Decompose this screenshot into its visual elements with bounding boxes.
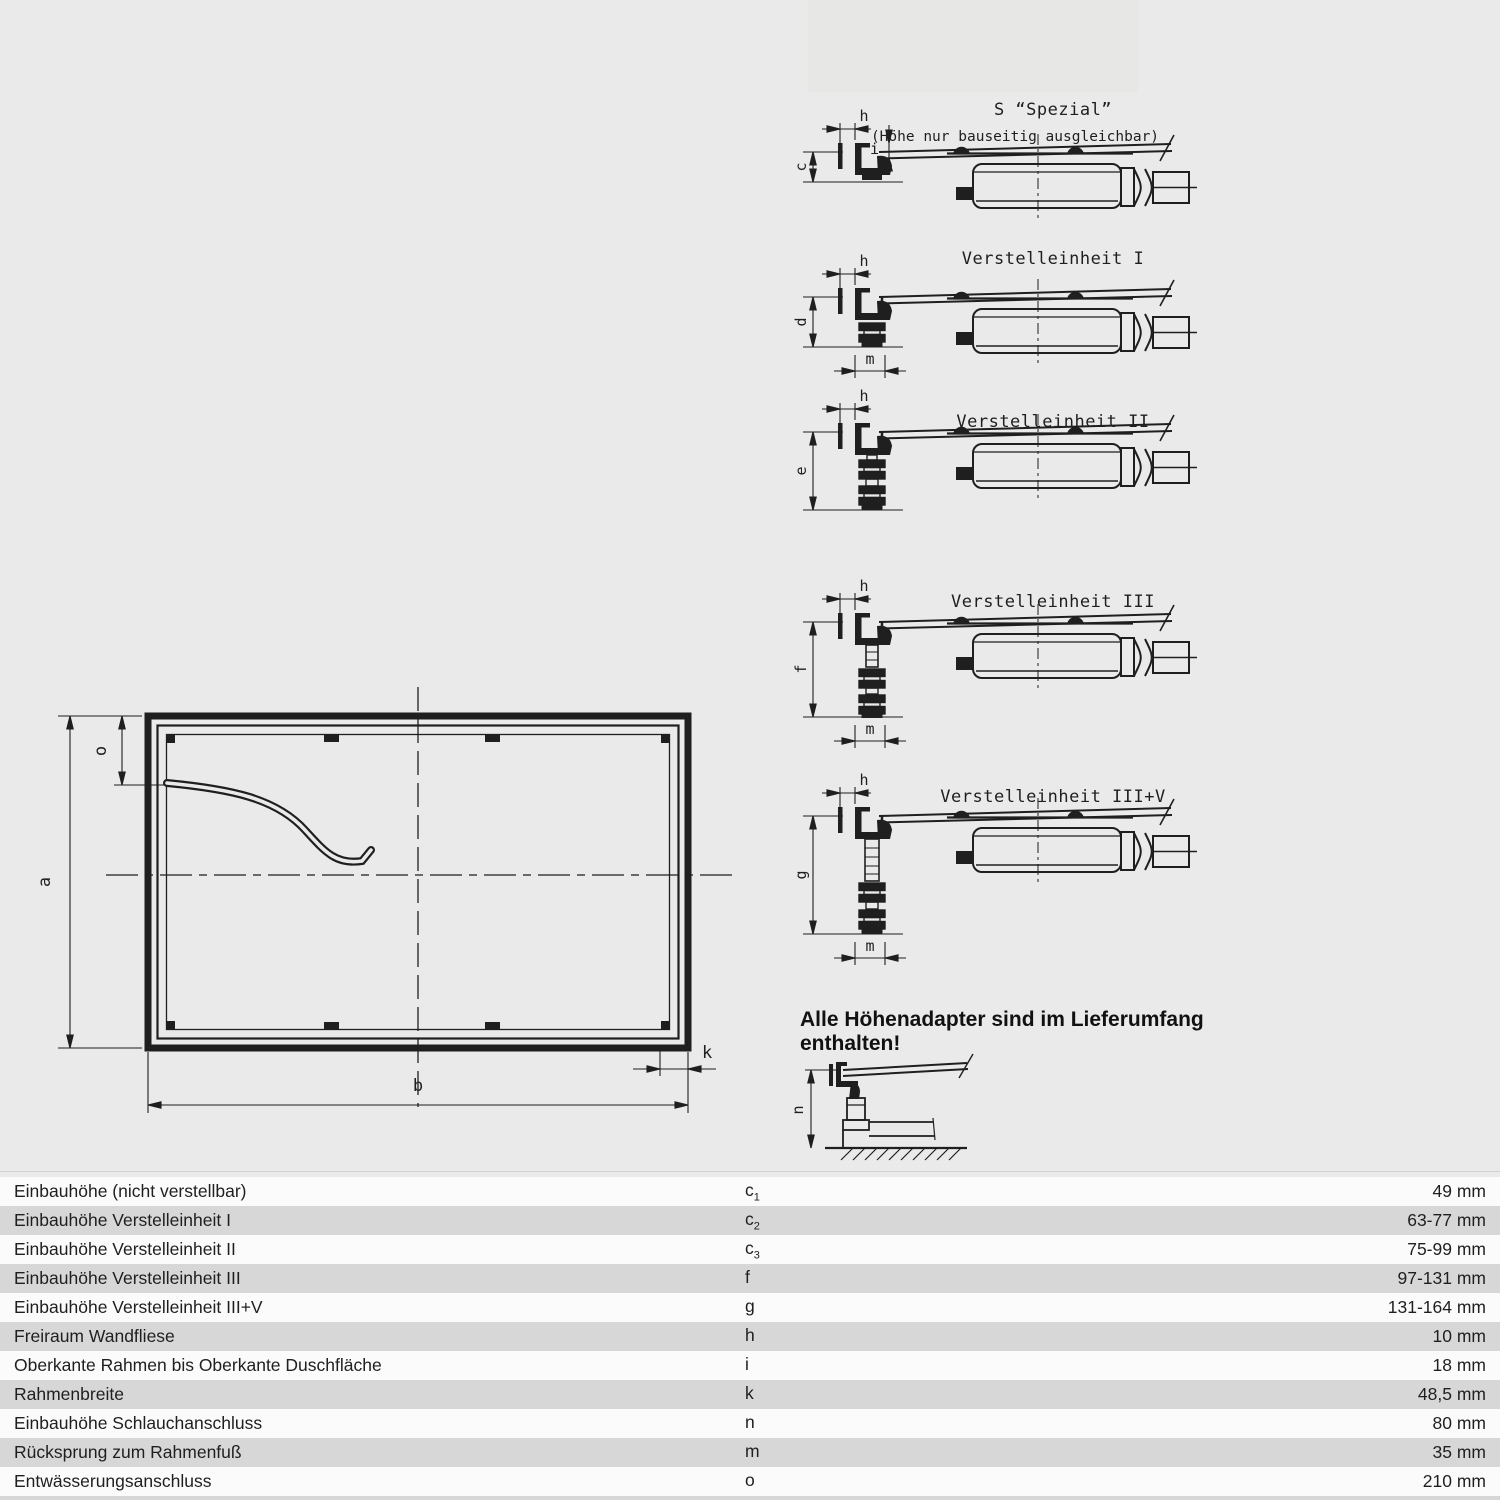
table-row xyxy=(0,1206,1500,1235)
table-row xyxy=(0,1438,1500,1467)
spec-value: 35 mm xyxy=(1432,1442,1486,1462)
spec-label: Freiraum Wandfliese xyxy=(14,1326,175,1346)
dim-label-e: e xyxy=(792,466,810,476)
table-row xyxy=(0,1409,1500,1438)
spec-symbol: $c_2$ xyxy=(745,1208,760,1233)
drain-cross-section xyxy=(838,798,1197,884)
plan-view-drawing xyxy=(30,675,750,1120)
height-adapter-feet xyxy=(859,622,885,718)
spec-symbol: i xyxy=(745,1353,749,1374)
spec-value: 80 mm xyxy=(1432,1413,1486,1433)
table-row xyxy=(0,1351,1500,1380)
section-title: S “Spezial” xyxy=(993,100,1113,120)
spec-symbol: h xyxy=(745,1324,755,1345)
spec-symbol: $c_1$ xyxy=(745,1179,760,1204)
dimension-h xyxy=(822,268,871,289)
frame-profile xyxy=(829,1054,973,1099)
section-drawing-verstelleinheit-3v xyxy=(770,758,1200,996)
spec-value: 75-99 mm xyxy=(1407,1239,1486,1259)
included-note: Alle Höhenadapter sind im Lieferumfang enthalten! xyxy=(800,1008,1204,1055)
drain-hose xyxy=(167,783,371,862)
table-row xyxy=(0,1293,1500,1322)
spec-label: Einbauhöhe Verstelleinheit III+V xyxy=(14,1297,263,1317)
section-title: Verstelleinheit III xyxy=(951,592,1155,612)
dim-label-h: h xyxy=(859,107,869,125)
table-row xyxy=(0,1177,1500,1206)
table-row xyxy=(0,1380,1500,1409)
height-adapter-feet xyxy=(859,297,885,347)
spec-label: Oberkante Rahmen bis Oberkante Duschfläche xyxy=(14,1355,382,1375)
section-title: Verstelleinheit II xyxy=(956,412,1150,432)
hose-connection xyxy=(843,1098,935,1148)
table-row-partial xyxy=(0,1496,1500,1500)
spec-value: 48,5 mm xyxy=(1417,1384,1486,1404)
dimension-h xyxy=(822,403,871,424)
spec-label: Einbauhöhe (nicht verstellbar) xyxy=(14,1181,247,1201)
section-subtitle: (Höhe nur bauseitig ausgleichbar) xyxy=(870,129,1160,145)
spec-label: Einbauhöhe Verstelleinheit II xyxy=(14,1239,236,1259)
dim-label-h: h xyxy=(859,252,869,270)
spec-label: Einbauhöhe Verstelleinheit I xyxy=(14,1210,231,1230)
spec-value: 97-131 mm xyxy=(1397,1268,1486,1288)
drain-cross-section xyxy=(838,279,1197,365)
dim-label-h: h xyxy=(859,771,869,789)
table-row xyxy=(0,1235,1500,1264)
dim-label-i: i xyxy=(869,140,879,158)
spec-table xyxy=(0,1177,1500,1500)
dimension-i xyxy=(886,125,892,174)
section-drawing-spezial xyxy=(770,95,1200,245)
dim-label-m: m xyxy=(865,937,875,955)
dim-label-h: h xyxy=(859,577,869,595)
table-row xyxy=(0,1467,1500,1496)
dim-label-o: o xyxy=(91,745,111,757)
floor-connection-drawing xyxy=(789,1048,1005,1170)
dim-label-d: d xyxy=(792,317,810,327)
dim-label-k: k xyxy=(702,1043,713,1063)
background-shading xyxy=(808,0,1138,92)
table-row xyxy=(0,1264,1500,1293)
spec-symbol: o xyxy=(745,1469,755,1490)
ground-hatching xyxy=(825,1148,967,1160)
spec-symbol: g xyxy=(745,1295,755,1316)
table-row xyxy=(0,1322,1500,1351)
section-title: Verstelleinheit III+V xyxy=(940,787,1166,807)
dim-label-m: m xyxy=(865,350,875,368)
dim-label-f: f xyxy=(792,664,810,674)
dim-label-b: b xyxy=(412,1076,424,1096)
spec-label: Entwässerungsanschluss xyxy=(14,1471,212,1491)
spec-value: 131-164 mm xyxy=(1387,1297,1486,1317)
spec-label: Rücksprung zum Rahmenfuß xyxy=(14,1442,242,1462)
spec-symbol: f xyxy=(745,1266,750,1287)
spec-value: 10 mm xyxy=(1432,1326,1486,1346)
spec-label: Einbauhöhe Schlauchanschluss xyxy=(14,1413,263,1433)
section-title: Verstelleinheit I xyxy=(961,249,1145,269)
spec-symbol: m xyxy=(745,1440,760,1461)
dim-label-h: h xyxy=(859,387,869,405)
spec-label: Einbauhöhe Verstelleinheit III xyxy=(14,1268,241,1288)
dimension-h xyxy=(822,787,871,808)
section-drawing-verstelleinheit-3 xyxy=(770,572,1200,772)
dim-label-m: m xyxy=(865,720,875,738)
section-drawing-verstelleinheit-1 xyxy=(770,240,1200,405)
drain-cross-section xyxy=(838,604,1197,690)
spec-symbol: $c_3$ xyxy=(745,1237,760,1262)
spec-value: 210 mm xyxy=(1422,1471,1486,1491)
spec-value: 63-77 mm xyxy=(1407,1210,1486,1230)
spec-label: Rahmenbreite xyxy=(14,1384,124,1404)
dim-label-c: c xyxy=(792,162,810,172)
section-drawing-verstelleinheit-2 xyxy=(770,387,1200,540)
dimension-h xyxy=(822,593,871,614)
dimension-h xyxy=(822,123,871,144)
dim-label-a: a xyxy=(35,876,55,888)
table-top-divider xyxy=(0,1171,1500,1172)
drain-cross-section xyxy=(838,134,1197,220)
spec-value: 18 mm xyxy=(1432,1355,1486,1375)
spec-value: 49 mm xyxy=(1432,1181,1486,1201)
height-adapter-feet xyxy=(859,432,885,509)
spec-symbol: k xyxy=(745,1382,754,1403)
spec-symbol: n xyxy=(745,1411,755,1432)
dim-label-n: n xyxy=(789,1105,807,1115)
dim-label-g: g xyxy=(792,870,810,880)
